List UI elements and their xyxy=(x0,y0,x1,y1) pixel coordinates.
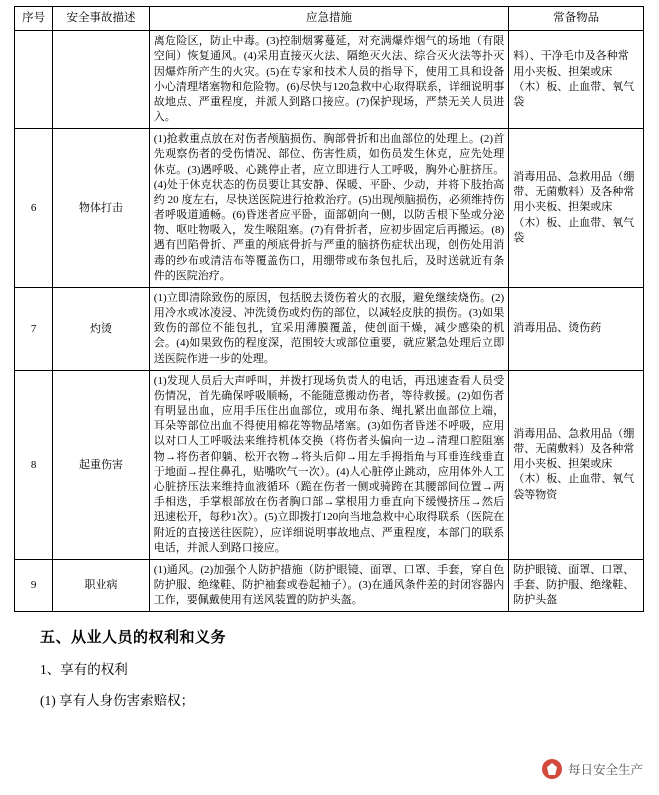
cell-supplies: 料）、干净毛巾及各种常用小夹板、担架或床（木）板、止血带、氧气袋 xyxy=(509,31,644,129)
brand-name: 每日安全生产 xyxy=(567,763,643,777)
table-header-row xyxy=(15,7,644,31)
cell-no: 6 xyxy=(15,129,53,288)
cell-supplies: 防护眼镜、面罩、口罩、手套、防护服、绝缘鞋、防护头盔 xyxy=(509,559,644,612)
cell-measures: (1)抢救重点放在对伤者颅脑损伤、胸部骨折和出血部位的处理上。(2)首先观察伤者的受伤情况、部位、伤害性质，如伤员发生休克，应先处理休克。(3)遇呼吸、心跳停止者，应立即进行人工呼吸，胸外心脏挤压。(4)处于休克状态的伤员要让其安静、保暖、平卧、少动，并将下肢抬高约 20 度左右，尽快送医院进行抢救治疗。(5)出现颅脑损伤，必须维持伤者呼吸道通畅。(6)昏迷者应平卧，面部朝向一侧，以防舌根下坠或分泌物、呕吐物吸入，发生喉阻塞。(7)有骨折者，应初步固定后再搬运。(8)遇有凹陷骨折、严重的颅底骨折与严重的脑挤伤症状出现，创伤处用消毒的纱布或清洁布等覆盖伤口，用绷带或布条包扎后，及时送就近有条件的医院治疗。 xyxy=(149,129,508,288)
table-header xyxy=(15,7,644,31)
cell-measures: (1)发现人员后大声呼叫，并拨打现场负责人的电话，再迅速查看人员受伤情况，首先确保呼吸顺畅，不能随意搬动伤者，等待救援。(2)如伤者有明显出血，应用手压住出血部位，或用布条、绳扎紧出血部位上端，耳朵等部位出血不得使用棉花等物品堵塞。(3)如伤者昏迷不呼吸，应用以对口人工呼吸法来维持机体交换（将伤者头偏向一边→清理口腔阻塞物→将伤者仰躺、松开衣物→将头后仰→用左手拇指角与耳垂连线垂直于地面→捏住鼻孔，贴嘴吹气一次）。(4)人心脏停止跳动，应用体外人工心脏挤压法来维持血液循环（跪在伤者一侧或骑跨在其腰部间位置→两手相迭，手掌根部放在伤者胸口部→掌根用力垂直向下缓慢挤压→然后迅速松开，每秒1次）。(5)立即拨打120向当地急救中心取得联系（医院在附近的直接送往医院），应详细说明事故地点、严重程度，本部门的联系电话，并派人到路口接应。 xyxy=(149,370,508,559)
cell-supplies: 消毒用品、急救用品（绷带、无菌敷料）及各种常用小夹板、担架或床（木）板、止血带、氧气袋 xyxy=(509,129,644,288)
cell-measures: (1)立即清除致伤的原因，包括脱去烫伤着火的衣服，避免继续烧伤。(2)用冷水或冰凌浸、冲洗烫伤或灼伤的部位，以减轻皮肤的损伤。(3)如果致伤的部位不能包扎，宜采用薄膜覆盖，使创面干燥，减少感染的机会。(4)如果致伤的程度深，范围较大或部位重要，就应紧急处理后立即送医院作进一步的处理。 xyxy=(149,287,508,370)
emergency-measures-table xyxy=(14,6,644,612)
column-header-measures: 应急措施 xyxy=(149,7,508,31)
section-subheading: 1、享有的权利 xyxy=(40,662,128,678)
table-row xyxy=(15,287,644,370)
cell-no xyxy=(15,31,53,129)
cell-supplies: 消毒用品、烫伤药 xyxy=(509,287,644,370)
cell-description: 灼烫 xyxy=(53,287,150,370)
section-list-item: (1) 享有人身伤害索赔权； xyxy=(40,693,195,709)
cell-description: 职业病 xyxy=(53,559,150,612)
table-body xyxy=(15,31,644,612)
cell-no: 9 xyxy=(15,559,53,612)
cell-no: 8 xyxy=(15,370,53,559)
table-row xyxy=(15,559,644,612)
column-header-description: 安全事故描述 xyxy=(53,7,150,31)
section-heading: 五、从业人员的权利和义务 xyxy=(40,630,227,647)
column-header-supplies: 常备物品 xyxy=(509,7,644,31)
cell-measures: (1)通风。(2)加强个人防护措施（防护眼镜、面罩、口罩、手套，穿自色防护服、绝缘鞋、防护袖套或卷起袖子）。(3)在通风条件差的封闭容器内工作，要佩戴使用有送风装置的防护头盔。 xyxy=(149,559,508,612)
table-row xyxy=(15,129,644,288)
cell-no: 7 xyxy=(15,287,53,370)
column-header-no: 序号 xyxy=(15,7,53,31)
footer-brand xyxy=(542,759,643,779)
cell-description xyxy=(53,31,150,129)
table-row xyxy=(15,370,644,559)
table-row xyxy=(15,31,644,129)
shield-icon xyxy=(542,759,562,779)
cell-measures: 离危险区，防止中毒。(3)控制烟雾蔓延，对充满爆炸烟气的场地（有限空间）恢复通风。(4)采用直接灭火法、隔绝灭火法、综合灭火法等扑灭因爆炸所产生的火灾。(5)在专家和技术人员的指导下，使用工具和设备小心清理堵塞物和危险物。(6)尽快与120急救中心取得联系，详细说明事故地点、严重程度，并派人到路口接应。(7)保护现场，严禁无关人员进入。 xyxy=(149,31,508,129)
cell-description: 起重伤害 xyxy=(53,370,150,559)
cell-supplies: 消毒用品、急救用品（绷带、无菌敷料）及各种常用小夹板、担架或床（木）板、止血带、氧气袋等物资 xyxy=(509,370,644,559)
cell-description: 物体打击 xyxy=(53,129,150,288)
